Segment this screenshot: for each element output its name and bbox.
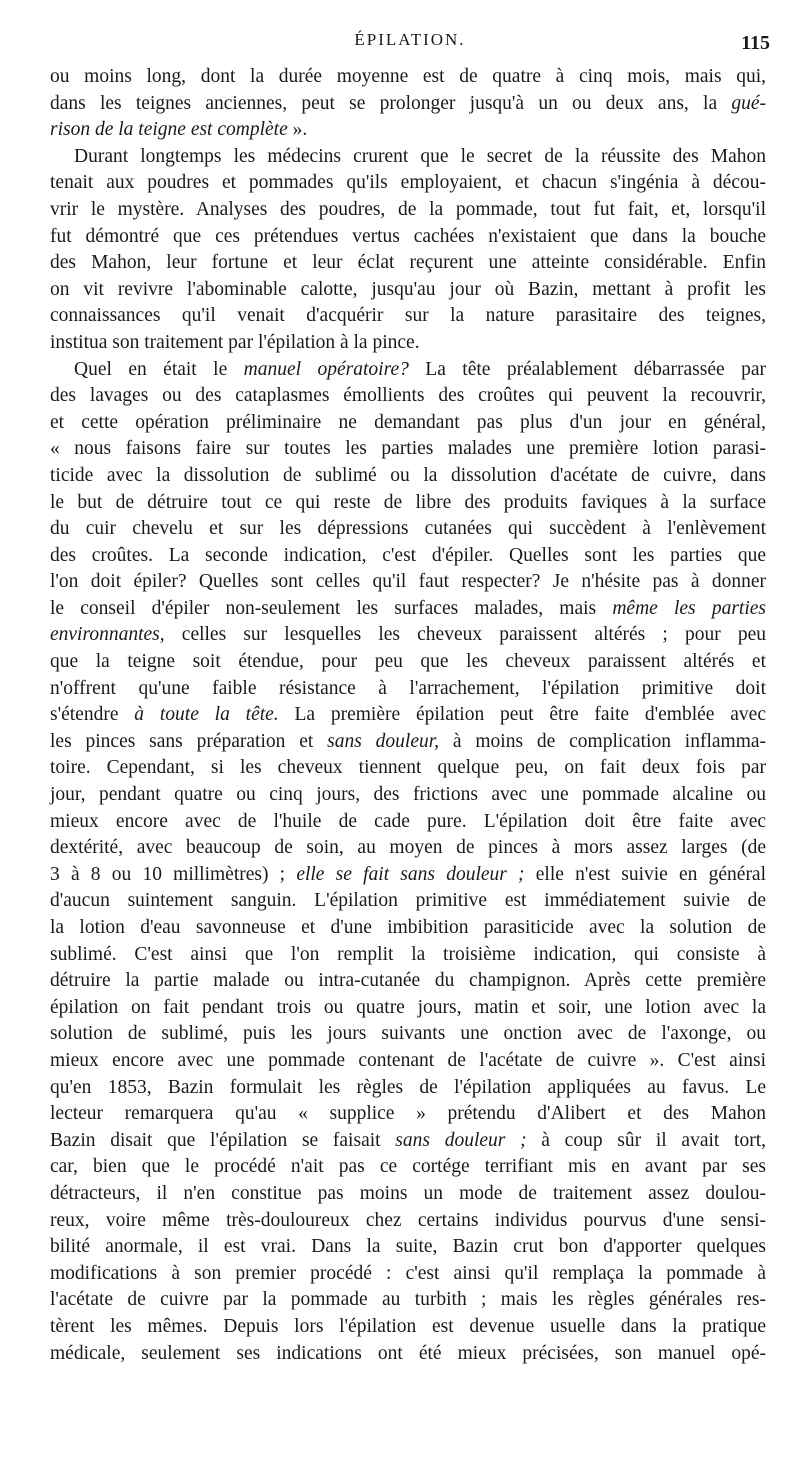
text-line xyxy=(50,622,766,649)
text-segment: connaissances qu'il venait d'acquérir sur la nature parasitaire des teignes, xyxy=(50,305,766,327)
text-line xyxy=(50,91,766,118)
text-segment: 3 à 8 ou 10 millimètres) ; xyxy=(50,863,297,885)
text-segment: l'acétate de cuivre par la pommade au turbith ; mais les règles générales res- xyxy=(50,1289,766,1311)
text-segment: toire. Cependant, si les cheveux tiennent quelque peu, on fait deux fois par xyxy=(50,757,766,779)
text-line xyxy=(50,835,766,862)
running-head xyxy=(50,30,770,56)
text-line xyxy=(50,1101,766,1128)
text-line xyxy=(50,729,766,756)
text-segment: sublimé. C'est ainsi que l'on remplit la troisième indication, qui consiste à xyxy=(50,943,766,965)
text-line xyxy=(50,170,766,197)
italic-text: elle se fait sans douleur ; xyxy=(296,863,525,885)
text-segment: détruire la partie malade ou intra-cutanée du champignon. Après cette première xyxy=(50,970,766,992)
text-line xyxy=(50,596,766,623)
body-text xyxy=(50,64,766,1367)
text-line xyxy=(50,1128,766,1155)
text-segment: Bazin disait que l'épilation se faisait xyxy=(50,1129,396,1151)
text-segment: La première épilation peut être faite d'emblée avec xyxy=(278,704,766,726)
text-segment: dextérité, avec beaucoup de soin, au moyen de pinces à mors assez larges (de xyxy=(50,837,766,859)
text-segment: tenait aux poudres et pommades qu'ils employaient, et chacun s'ingénia à décou- xyxy=(50,172,766,194)
text-line xyxy=(50,516,766,543)
text-segment: épilation on fait pendant trois ou quatre jours, matin et soir, une lotion avec la xyxy=(50,996,766,1018)
text-line xyxy=(50,250,766,277)
text-line xyxy=(50,383,766,410)
italic-text: environnantes, xyxy=(50,624,165,646)
italic-text: sans douleur, xyxy=(327,730,440,752)
text-line xyxy=(50,144,766,171)
text-segment: n'offrent qu'une faible résistance à l'arrachement, l'épilation primitive doit xyxy=(50,677,766,699)
text-segment: lecteur remarquera qu'au « supplice » prétendu d'Alibert et des Mahon xyxy=(50,1103,766,1125)
text-line xyxy=(50,490,766,517)
text-segment: jour, pendant quatre ou cinq jours, des frictions avec une pommade alcaline ou xyxy=(50,784,766,806)
text-segment: d'aucun suintement sanguin. L'épilation primitive est immédiatement suivie de xyxy=(50,890,766,912)
text-segment: celles sur lesquelles les cheveux paraissent altérés ; pour peu xyxy=(164,624,766,646)
italic-text: manuel opératoire? xyxy=(243,358,409,380)
text-line xyxy=(50,888,766,915)
text-segment: mieux encore avec de l'huile de cade pure. L'épilation doit être faite avec xyxy=(50,810,766,832)
text-segment: s'étendre xyxy=(50,704,135,726)
text-line xyxy=(50,862,766,889)
text-line xyxy=(50,224,766,251)
text-line xyxy=(50,782,766,809)
text-line xyxy=(50,968,766,995)
text-segment: et cette opération préliminaire ne demandant pas plus d'un jour en général, xyxy=(50,411,766,433)
italic-text: à toute la tête. xyxy=(134,704,279,726)
text-line xyxy=(50,569,766,596)
text-line xyxy=(50,277,766,304)
text-segment: qu'en 1853, Bazin formulait les règles de l'épilation appliquées au favus. Le xyxy=(50,1076,766,1098)
text-line xyxy=(50,117,766,144)
text-segment: médicale, seulement ses indications ont été mieux précisées, son manuel opé- xyxy=(50,1342,766,1364)
text-line xyxy=(50,755,766,782)
text-line xyxy=(50,1181,766,1208)
text-segment: des croûtes. La seconde indication, c'est d'épiler. Quelles sont les parties que xyxy=(50,544,766,566)
text-segment: car, bien que le procédé n'ait pas ce cortége terrifiant mis en avant par ses xyxy=(50,1156,766,1178)
text-segment: les pinces sans préparation et xyxy=(50,730,328,752)
text-line xyxy=(50,649,766,676)
text-line xyxy=(50,1048,766,1075)
text-segment: modifications à son premier procédé : c'est ainsi qu'il remplaça la pommade à xyxy=(50,1262,766,1284)
text-line xyxy=(50,1261,766,1288)
text-line xyxy=(50,1234,766,1261)
text-segment: Durant longtemps les médecins crurent que le secret de la réussite des Mahon xyxy=(74,145,766,167)
text-segment: bilité anormale, il est vrai. Dans la suite, Bazin crut bon d'apporter quelques xyxy=(50,1236,766,1258)
text-segment: le but de détruire tout ce qui reste de libre des produits faviques à la surface xyxy=(50,491,766,513)
running-head-title: ÉPILATION. xyxy=(354,30,466,49)
italic-text: rison de la teigne est complète xyxy=(50,119,288,141)
text-segment: solution de sublimé, puis les jours suivants une onction avec de l'axonge, ou xyxy=(50,1023,766,1045)
text-line xyxy=(50,676,766,703)
text-line xyxy=(50,543,766,570)
text-segment: elle n'est suivie en général xyxy=(524,863,767,885)
text-segment: « nous faisons faire sur toutes les parties malades une première lotion parasi- xyxy=(50,438,766,460)
italic-text: gué- xyxy=(731,92,766,114)
page-number: 115 xyxy=(741,32,770,54)
text-segment: tèrent les mêmes. Depuis lors l'épilation est devenue usuelle dans la pratique xyxy=(50,1315,766,1337)
text-segment: ». xyxy=(287,119,308,141)
text-line xyxy=(50,64,766,91)
text-line xyxy=(50,357,766,384)
text-segment: Quel en était le xyxy=(74,358,244,380)
text-segment: le conseil d'épiler non-seulement les surfaces malades, mais xyxy=(50,597,613,619)
text-line xyxy=(50,303,766,330)
italic-text: sans douleur ; xyxy=(395,1129,527,1151)
text-segment: que la teigne soit étendue, pour peu que les cheveux paraissent altérés et xyxy=(50,651,766,673)
text-line xyxy=(50,995,766,1022)
text-line xyxy=(50,1314,766,1341)
text-line xyxy=(50,1341,766,1368)
italic-text: même les parties xyxy=(612,597,766,619)
text-segment: reux, voire même très-douloureux chez certains individus pourvus d'une sensi- xyxy=(50,1209,766,1231)
text-line xyxy=(50,463,766,490)
text-segment: des Mahon, leur fortune et leur éclat reçurent une atteinte considérable. Enfin xyxy=(50,252,766,274)
text-segment: la lotion d'eau savonneuse et d'une imbibition parasiticide avec la solution de xyxy=(50,917,766,938)
text-segment: des lavages ou des cataplasmes émollients des croûtes qui peuvent la recouvrir, xyxy=(50,385,766,407)
text-line xyxy=(50,1075,766,1102)
text-segment: dans les teignes anciennes, peut se prolonger jusqu'à un ou deux ans, la xyxy=(50,92,732,114)
text-segment: l'on doit épiler? Quelles sont celles qu'il faut respecter? Je n'hésite pas à donner xyxy=(50,571,766,593)
text-line xyxy=(50,1208,766,1235)
text-segment: La tête préalablement débarrassée par xyxy=(408,358,766,380)
text-line xyxy=(50,1287,766,1314)
text-line xyxy=(50,809,766,836)
text-segment: institua son traitement par l'épilation à la pince. xyxy=(50,331,420,353)
text-segment: ticide avec la dissolution de sublimé ou la dissolution d'acétate de cuivre, dans xyxy=(50,464,766,486)
text-segment: mieux encore avec une pommade contenant de l'acétate de cuivre ». C'est ainsi xyxy=(50,1049,766,1071)
text-segment: à moins de complication inflamma- xyxy=(439,730,767,752)
text-line xyxy=(50,702,766,729)
text-line xyxy=(50,1154,766,1181)
text-line xyxy=(50,1021,766,1048)
text-line xyxy=(50,330,766,357)
text-line xyxy=(50,410,766,437)
text-line xyxy=(50,915,766,942)
text-segment: à coup sûr il avait tort, xyxy=(526,1129,767,1151)
text-segment: fut démontré que ces prétendues vertus cachées n'existaient que dans la bouche xyxy=(50,225,766,247)
text-line xyxy=(50,197,766,224)
text-segment: vrir le mystère. Analyses des poudres, de la pommade, tout fut fait, et, lorsqu'il xyxy=(50,198,766,220)
text-segment: détracteurs, il n'en constitue pas moins un mode de traitement assez doulou- xyxy=(50,1182,766,1204)
text-segment: ou moins long, dont la durée moyenne est de quatre à cinq mois, mais qui, xyxy=(50,66,766,87)
text-segment: du cuir chevelu et sur les dépressions cutanées qui succèdent à l'enlèvement xyxy=(50,518,766,540)
text-line xyxy=(50,436,766,463)
text-line xyxy=(50,942,766,969)
text-segment: on vit revivre l'abominable calotte, jusqu'au jour où Bazin, mettant à profit les xyxy=(50,278,766,300)
